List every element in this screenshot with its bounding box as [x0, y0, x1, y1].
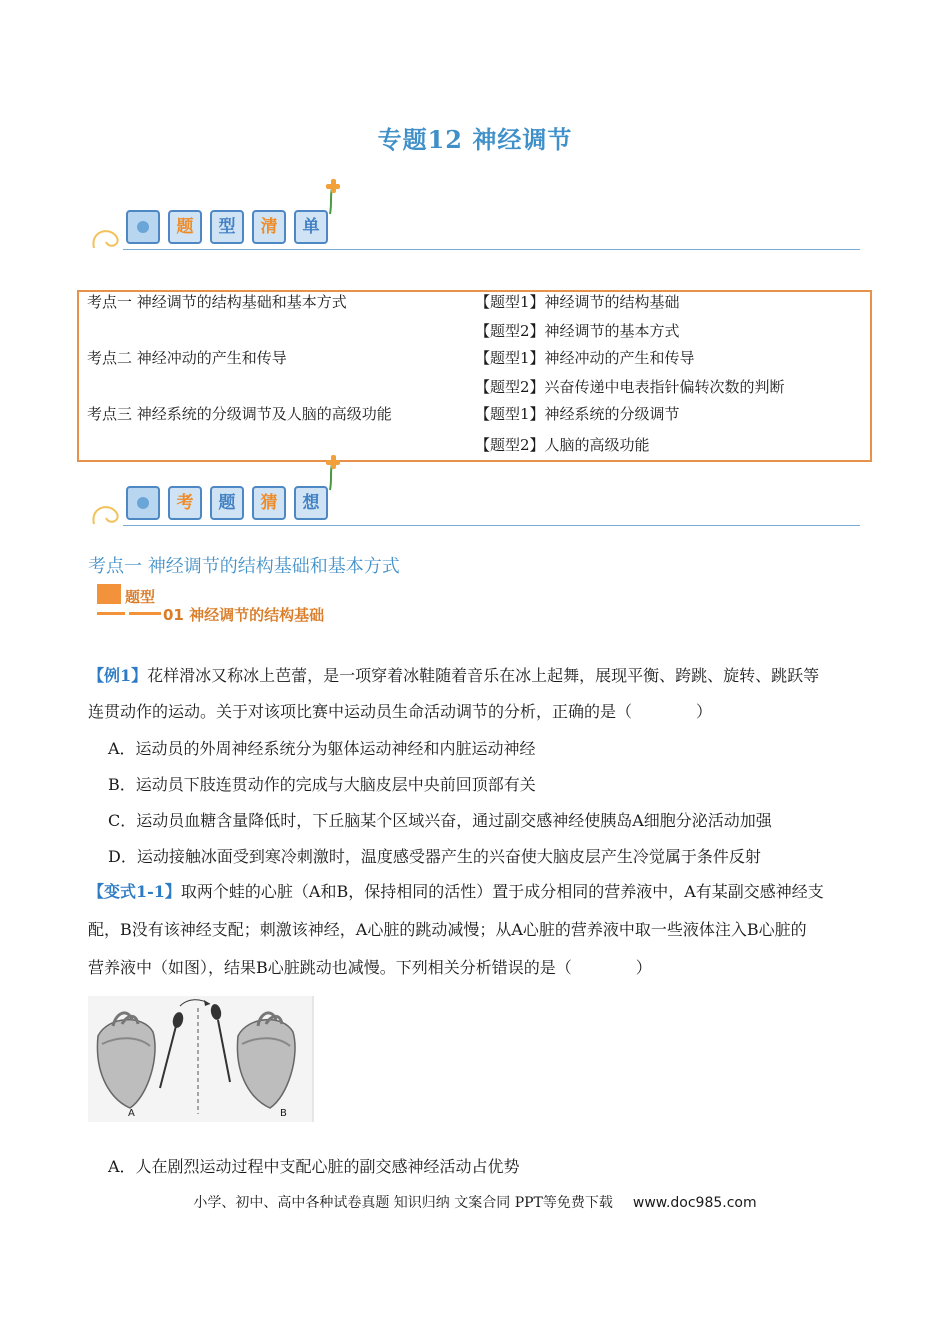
- topic-heading: 考点一 神经调节的结构基础和基本方式: [88, 556, 400, 577]
- banner-char: 题: [210, 486, 244, 520]
- bullet-icon: [126, 210, 160, 244]
- pencil-flag-icon: [318, 454, 348, 494]
- footer-text: 小学、初中、高中各种试卷真题 知识归纳 文案合同 PPT等免费下载: [193, 1195, 613, 1211]
- overview-topic: 考点三 神经系统的分级调节及人脑的高级功能: [87, 405, 392, 423]
- question-type-title: 01 神经调节的结构基础: [163, 606, 325, 624]
- banner-divider: [123, 249, 860, 250]
- option-a: A．运动员的外周神经系统分为躯体运动神经和内脏运动神经: [108, 739, 536, 758]
- curl-decoration-icon: [90, 488, 130, 528]
- example-1-stem: [88, 658, 858, 694]
- overview-type: 【题型2】神经调节的基本方式: [475, 322, 680, 340]
- badge-label: 题型: [125, 588, 156, 606]
- question-type-badge: [97, 584, 357, 624]
- banner-char: 单: [294, 210, 328, 244]
- banner-divider: [123, 525, 860, 526]
- footer-site-link[interactable]: www.doc985.com: [632, 1195, 757, 1211]
- curl-decoration-icon: [90, 212, 130, 252]
- frog-heart-figure: [88, 996, 314, 1122]
- overview-type: 【题型1】神经系统的分级调节: [475, 405, 680, 423]
- heart-diagram: [88, 996, 314, 1122]
- stem-line: 花样滑冰又称冰上芭蕾，是一项穿着冰鞋随着音乐在冰上起舞，展现平衡、跨跳、旋转、跳跃等: [147, 666, 820, 685]
- option-b: B．运动员下肢连贯动作的完成与大脑皮层中央前回顶部有关: [108, 775, 536, 794]
- page-title: 专题12 神经调节: [377, 125, 573, 154]
- stem-line: 连贯动作的运动。关于对该项比赛中运动员生命活动调节的分析，正确的是（ ）: [88, 702, 713, 721]
- question-type-overview-table: [77, 290, 872, 462]
- stem-line: 配，B没有该神经支配；刺激该神经，A心脏的跳动减慢；从A心脏的营养液中取一些液体注入B心脏的: [88, 920, 807, 939]
- banner-char: 想: [294, 486, 328, 520]
- stem-line: 取两个蛙的心脏（A和B，保持相同的活性）置于成分相同的营养液中，A有某副交感神经支: [180, 882, 824, 901]
- section-banner-exam-predictions: [90, 458, 860, 538]
- overview-type: 【题型1】神经调节的结构基础: [475, 293, 680, 311]
- option-c: C．运动员血糖含量降低时，下丘脑某个区域兴奋，通过副交感神经使胰岛A细胞分泌活动加强: [108, 811, 772, 830]
- example-tag: 【例1】: [88, 666, 148, 685]
- overview-type: 【题型2】兴奋传递中电表指针偏转次数的判断: [475, 378, 785, 396]
- badge-block: [97, 584, 121, 604]
- figure-label-a: A: [128, 1108, 135, 1119]
- banner-char: 型: [210, 210, 244, 244]
- section-banner-question-types: [90, 182, 860, 262]
- overview-topic: 考点二 神经冲动的产生和传导: [87, 349, 287, 367]
- variant-1-1-stem: [88, 874, 858, 910]
- banner-char: 猜: [252, 486, 286, 520]
- overview-type: 【题型1】神经冲动的产生和传导: [475, 349, 695, 367]
- figure-label-b: B: [280, 1108, 287, 1119]
- banner-char: 题: [168, 210, 202, 244]
- variant-tag: 【变式1-1】: [88, 882, 181, 901]
- bullet-icon: [126, 486, 160, 520]
- option-a: A．人在剧烈运动过程中支配心脏的副交感神经活动占优势: [108, 1157, 520, 1176]
- stem-line: 营养液中（如图），结果B心脏跳动也减慢。下列相关分析错误的是（ ）: [88, 958, 652, 977]
- overview-topic: 考点一 神经调节的结构基础和基本方式: [87, 293, 347, 311]
- banner-char: 考: [168, 486, 202, 520]
- page-footer: [0, 1192, 950, 1212]
- banner-char: 清: [252, 210, 286, 244]
- option-d: D．运动接触冰面受到寒冷刺激时，温度感受器产生的兴奋使大脑皮层产生冷觉属于条件反射: [108, 847, 761, 866]
- overview-type: 【题型2】人脑的高级功能: [475, 436, 650, 454]
- pencil-flag-icon: [318, 178, 348, 218]
